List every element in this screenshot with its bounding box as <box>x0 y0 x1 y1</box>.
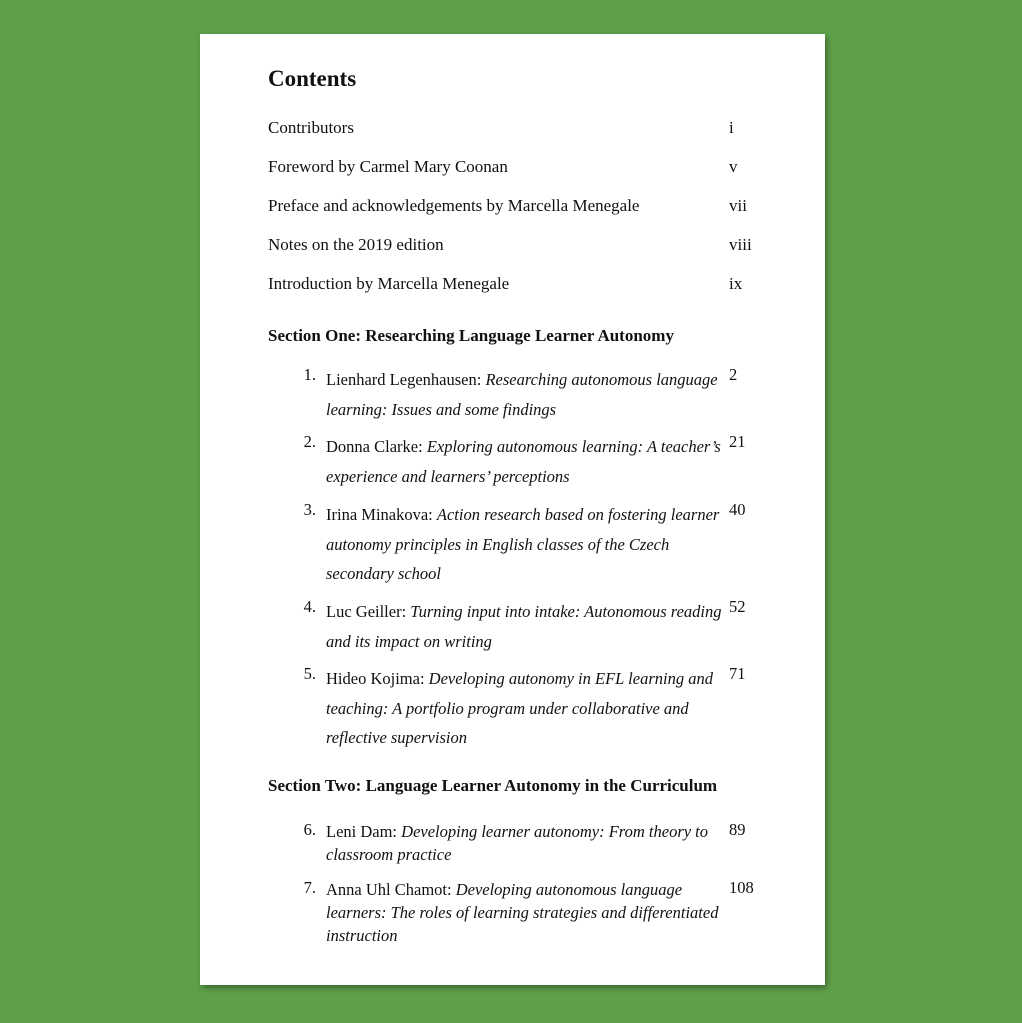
entry-number: 1. <box>303 365 316 384</box>
entry-number: 5. <box>303 664 316 683</box>
toc-page-number: 108 <box>729 878 754 897</box>
entry-title: Developing autonomous language learners: The roles of learning strategies and differentiated instruction <box>326 880 719 945</box>
entry-text <box>326 365 726 424</box>
entry-title: Developing autonomy in EFL learning and teaching: A portfolio program under collaborative and reflective supervision <box>326 669 713 747</box>
toc-page-number: 71 <box>729 664 746 683</box>
entry-author: Donna Clarke: <box>326 437 423 456</box>
entry-text <box>326 597 726 656</box>
toc-page-number: i <box>729 118 734 137</box>
contents-title: Contents <box>268 66 357 91</box>
toc-page-number: vii <box>729 196 747 215</box>
toc-page-number: 52 <box>729 597 746 616</box>
entry-number: 2. <box>303 432 316 451</box>
toc-label: Foreword by Carmel Mary Coonan <box>268 157 508 176</box>
entry-title: Developing learner autonomy: From theory to classroom practice <box>326 822 709 864</box>
entry-author: Luc Geiller: <box>326 602 407 621</box>
toc-label: Contributors <box>268 118 354 137</box>
toc-page-number: 89 <box>729 820 746 839</box>
toc-label: Preface and acknowledgements by Marcella Menegale <box>268 196 640 215</box>
entry-author: Anna Uhl Chamot: <box>326 880 452 899</box>
toc-page-number: viii <box>729 235 752 254</box>
entry-number: 7. <box>303 878 316 897</box>
toc-page-number: ix <box>729 274 743 293</box>
entry-author: Lienhard Legenhausen: <box>326 370 482 389</box>
entry-text <box>326 664 726 753</box>
entry-author: Hideo Kojima: <box>326 669 425 688</box>
toc-label: Introduction by Marcella Menegale <box>268 274 510 293</box>
toc-page-number: 21 <box>729 432 746 451</box>
toc-page-number: 2 <box>729 365 738 384</box>
entry-number: 3. <box>303 500 316 519</box>
entry-text <box>326 432 726 491</box>
toc-page-number: 40 <box>729 500 746 519</box>
entry-title: Exploring autonomous learning: A teacher’s experience and learners’ perceptions <box>326 437 721 486</box>
entry-author: Irina Minakova: <box>326 505 433 524</box>
entry-text <box>326 820 726 866</box>
entry-number: 4. <box>303 597 316 616</box>
entry-title: Researching autonomous language learning: Issues and some findings <box>326 370 718 419</box>
section-heading: Section One: Researching Language Learner Autonomy <box>268 326 674 345</box>
entry-author: Leni Dam: <box>326 822 398 841</box>
entry-title: Turning input into intake: Autonomous reading and its impact on writing <box>326 602 722 651</box>
toc-label: Notes on the 2019 edition <box>268 235 444 254</box>
document-page <box>200 34 825 985</box>
entry-number: 6. <box>303 820 316 839</box>
toc-page-number: v <box>729 157 738 176</box>
entry-text <box>326 878 726 947</box>
section-heading: Section Two: Language Learner Autonomy in the Curriculum <box>268 776 718 795</box>
entry-title: Action research based on fostering learner autonomy principles in English classes of the Czech secondary school <box>326 505 720 583</box>
entry-text <box>326 500 726 589</box>
